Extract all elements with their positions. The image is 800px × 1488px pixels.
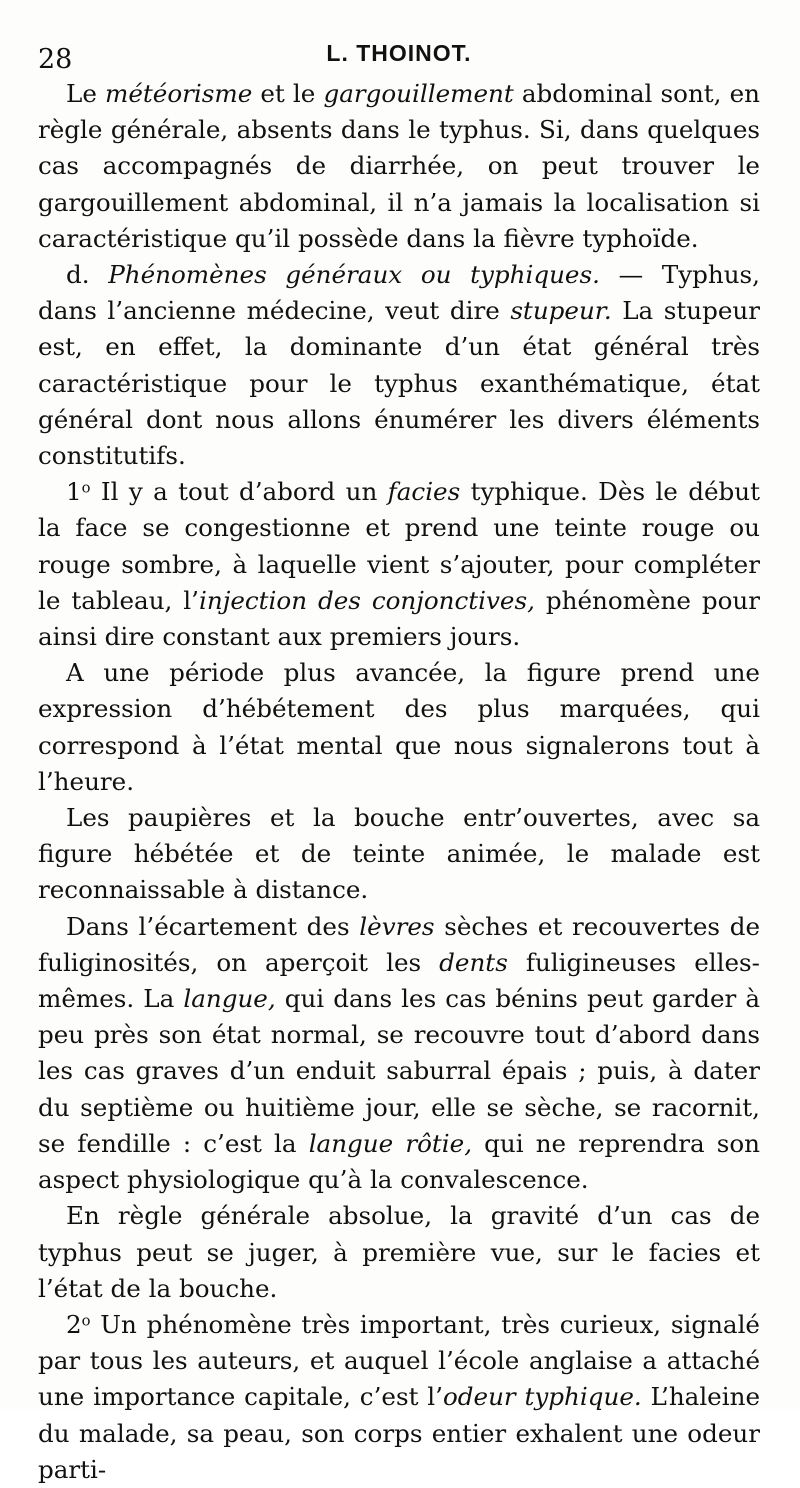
text-run: abdominal sont, en règle générale, absents dans le typhus. Si, dans quelques cas accompagnés de diarrhée, on peut trouver le gargouillement abdominal, il n’a jamais la localisation si caractéristique qu’il possède dans la fièvre typhoïde. [38, 79, 760, 253]
text-run: Un phénomène très important, très curieux, signalé par tous les auteurs, et auquel l’école anglaise a attaché une importance capitale, c’est l’ [38, 1309, 760, 1412]
italic-term: stupeur. [510, 296, 612, 326]
italic-term: langue, [183, 984, 276, 1014]
ordinal-superscript: o [81, 1312, 91, 1330]
text-run: Dans l’écartement des [66, 911, 360, 941]
italic-term: injection des conjonctives, [199, 585, 535, 615]
ordinal-superscript: o [81, 479, 91, 497]
paragraph [38, 655, 760, 800]
text-run: Le [66, 79, 106, 108]
text-run: et le [252, 79, 324, 108]
paragraph [38, 1198, 760, 1307]
italic-term: facies [387, 477, 461, 507]
italic-term: odeur typhique. [442, 1382, 642, 1412]
italic-term: dents [439, 947, 508, 977]
text-run: — Typhus, dans l’ancienne médecine, veut dire [38, 260, 760, 326]
italic-term: langue rôtie, [308, 1128, 473, 1158]
text-run: d. [66, 260, 109, 290]
text-run: sèches et recouvertes de fuliginosités, on aperçoit les [38, 911, 760, 977]
text-run: Il y a tout d’abord un [90, 477, 388, 507]
italic-term: météorisme [105, 79, 253, 108]
italic-term: lèvres [359, 911, 435, 941]
paragraph [38, 1307, 760, 1488]
page-header [38, 28, 760, 75]
paragraph [38, 474, 760, 655]
text-run: Les paupières et la bouche entr’ouvertes, avec sa figure hébétée et de teinte animée, le malade est reconnaissable à distance. [38, 803, 760, 905]
text-run: fuligineuses elles-mêmes. La [38, 947, 760, 1014]
italic-term: Phénomènes généraux ou typhiques. [108, 260, 600, 290]
paragraph [38, 909, 760, 1199]
running-head: L. THOINOT. [326, 40, 472, 66]
paragraph [38, 257, 760, 474]
text-run: 2 [66, 1309, 82, 1339]
text-run: phénomène pour ainsi dire constant aux premiers jours. [38, 585, 760, 652]
text-run: qui ne reprendra son aspect physiologique qu’à la convalescence. [38, 1128, 761, 1195]
body-text [38, 76, 760, 1488]
italic-term: gargouillement [323, 79, 514, 108]
text-run: L’haleine du malade, sa peau, son corps entier exhalent une odeur parti- [38, 1382, 760, 1484]
page-number: 28 [38, 44, 73, 75]
paragraph [38, 76, 760, 257]
text-run: typhique. Dès le début la face se congestionne et prend une teinte rouge ou rouge sombre, à laquelle vient s’ajouter, pour compléter le tableau, l’ [38, 477, 760, 615]
text-run: qui dans les cas bénins peut garder à peu près son état normal, se recouvre tout d’abord dans les cas graves d’un enduit saburral épais ; puis, à dater du septième ou huitième jour, elle se sèche, se racornit, se fendille : c’est la [38, 984, 760, 1158]
text-run: La stupeur est, en effet, la dominante d’un état général très caractéristique pour le typhus exanthématique, état général dont nous allons énumérer les divers éléments constitutifs. [38, 296, 760, 471]
paragraph [38, 800, 760, 909]
text-run: A une période plus avancée, la figure prend une expression d’hébétement des plus marquées, qui correspond à l’état mental que nous signalerons tout à l’heure. [38, 658, 760, 796]
text-run: En règle générale absolue, la gravité d’un cas de typhus peut se juger, à première vue, sur le facies et l’état de la bouche. [38, 1201, 760, 1303]
text-run: 1 [66, 477, 82, 507]
